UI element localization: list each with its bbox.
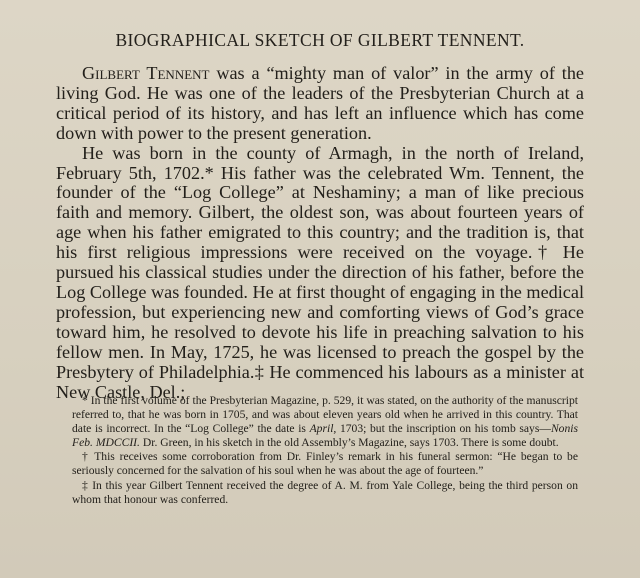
body-text: [56, 64, 584, 402]
subject-name: Gilbert Tennent: [82, 63, 210, 83]
footnote-2: † This receives some corroboration from Dr. Finley’s remark in his funeral sermon: “He began to be seriously concerned for the salvation of his soul when he was about the age of fourteen.”: [72, 450, 578, 478]
footnote-1-text-c: Dr. Green, in his sketch in the old Assembly’s Magazine, says 1703. There is some doubt.: [139, 436, 559, 450]
footnote-1: [72, 394, 578, 450]
page-title: BIOGRAPHICAL SKETCH OF GILBERT TENNENT.: [115, 30, 525, 50]
footnotes: [72, 394, 578, 507]
paragraph-1-text: was a “mighty man of valor” in the army of the living God. He was one of the leaders of the Presbyterian Church at a critical period of its history, and has left an influence which has come down with power to the present generation.: [56, 63, 584, 143]
footnote-1-text-b: 1703; but the inscription on his tomb says—: [336, 422, 551, 436]
paragraph-2: He was born in the county of Armagh, in the north of Ireland, February 5th, 1702.* His father was the celebrated Wm. Tennent, the founder of the “Log College” at Neshaminy; a man of like precious faith and memory. Gilbert, the oldest son, was about fourteen years of age when his father emigrated to this country; and the tradition is, that his first religious impressions were received on the voyage.† He pursued his classical studies under the direction of his father, before the Log College was founded. He at first thought of engaging in the medical profession, but experiencing new and comforting views of God’s grace toward him, he resolved to devote his life in preaching salvation to his fellow men. In May, 1725, he was licensed to preach the gospel by the Presbytery of Philadelphia.‡ He commenced his labours as a minister at New Castle, Del.;: [56, 142, 584, 402]
paragraph-1: [56, 64, 584, 144]
footnote-1-text-a: * In the first volume of the Presbyterian Magazine, p. 529, it was stated, on the authority of the manuscript referred to, that he was born in 1705, and was about eleven years old when he arrived in this country. That date is incorrect. In the “Log College” the date is: [72, 394, 578, 436]
footnote-1-april: April,: [309, 422, 337, 436]
footnote-1-inscription: Nonis Feb. MDCCII.: [72, 422, 578, 450]
footnote-3: ‡ In this year Gilbert Tennent received the degree of A. M. from Yale College, being the third person on whom that honour was conferred.: [72, 478, 578, 506]
